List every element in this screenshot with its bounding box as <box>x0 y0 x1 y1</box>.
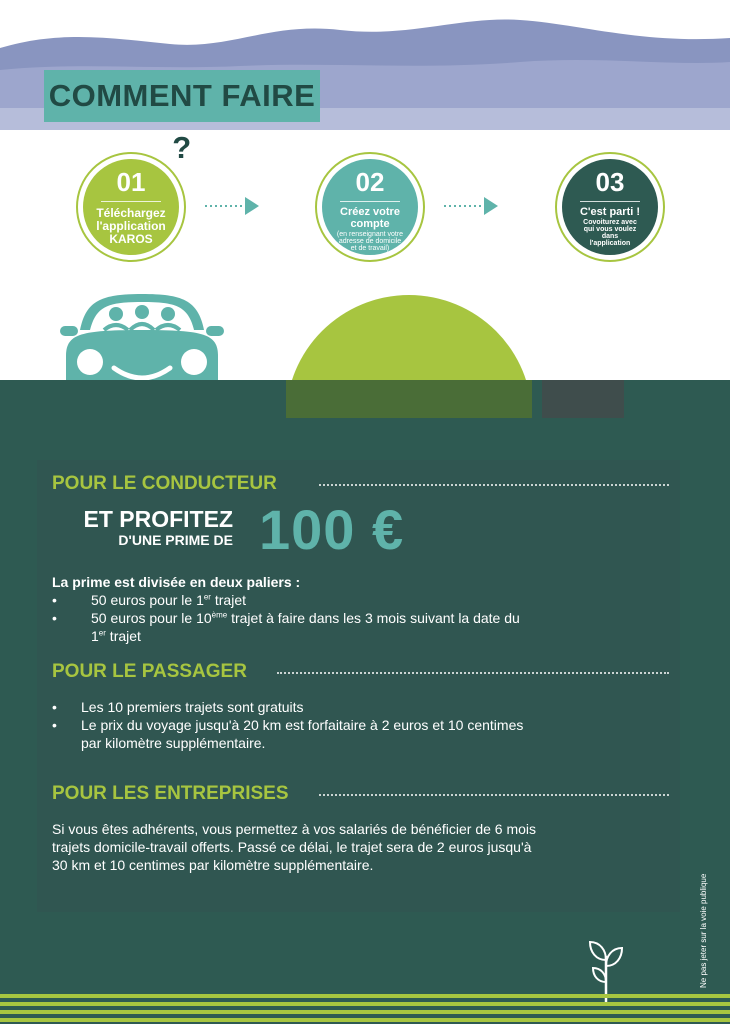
decorative-hills-overlap <box>286 380 626 420</box>
footer-stripes <box>0 994 730 1024</box>
entreprises-line-1: Si vous êtes adhérents, vous permettez à vos salariés de bénéficier de 6 mois <box>52 821 537 837</box>
bullet: • <box>52 592 57 608</box>
section-heading-conducteur: POUR LE CONDUCTEUR <box>52 473 277 494</box>
bullet: • <box>52 717 57 733</box>
bullet: • <box>52 699 57 715</box>
prime-bullet-2-cont-suffix: trajet <box>105 628 141 644</box>
step-1-line-3: KAROS <box>109 232 153 246</box>
entreprises-line-2: trajets domicile-travail offerts. Passé ce délai, le trajet sera de 2 euros jusqu'à <box>52 839 532 855</box>
step-2-number: 02 <box>355 167 385 197</box>
side-note <box>693 840 713 990</box>
step-2-line-2: compte <box>350 218 390 230</box>
step-3-note-3: dans <box>601 233 619 240</box>
prime-bullet-1-text: 50 euros pour le 1 <box>91 592 204 608</box>
step-1-disc <box>83 159 179 255</box>
bullet: • <box>52 610 57 626</box>
arrow-right-icon <box>203 194 263 218</box>
step-2-circle <box>315 152 425 262</box>
prime-line-2: D'UNE PRIME DE <box>118 532 233 548</box>
step-3-note-1: Covoiturez avec <box>583 219 637 226</box>
arrow-right-icon <box>442 194 502 218</box>
page-title-box <box>44 70 320 165</box>
step-2-disc <box>322 159 418 255</box>
entreprises-line-3: 30 km et 10 centimes par kilomètre supplémentaire. <box>52 857 374 873</box>
superscript: er <box>98 628 106 638</box>
passager-bullet-1: Les 10 premiers trajets sont gratuits <box>81 699 304 715</box>
prime-bullet-2 <box>91 609 671 627</box>
step-3-number: 03 <box>595 167 625 197</box>
car-illustration <box>52 290 232 380</box>
section-heading-entreprises: POUR LES ENTREPRISES <box>52 783 289 804</box>
prime-bullet-1 <box>91 591 246 609</box>
prime-line-1: ET PROFITEZ <box>83 506 233 532</box>
side-note-text: Ne pas jeter sur la voie publique <box>699 873 708 988</box>
prime-bullet-2-suffix: trajet à faire dans les 3 mois suivant la date du <box>227 610 520 626</box>
dotted-divider <box>319 484 669 486</box>
step-3-circle <box>555 152 665 262</box>
dotted-divider <box>277 672 669 674</box>
passager-bullet-2-continued: par kilomètre supplémentaire. <box>81 735 266 751</box>
step-2-note-1: (en renseignant votre <box>336 231 404 238</box>
step-3-note-2: qui vous voulez <box>583 226 637 233</box>
prime-amount: 100 € <box>259 498 405 561</box>
dotted-divider <box>319 794 669 796</box>
superscript: er <box>203 592 211 602</box>
step-1-line-2: l'application <box>96 219 166 233</box>
page-title: COMMENT FAIRE ? <box>48 78 316 165</box>
prime-bullet-2-continued <box>91 627 141 645</box>
step-1-line-1: Téléchargez <box>96 206 166 220</box>
prime-bullet-1-suffix: trajet <box>210 592 246 608</box>
step-2-note-3: et de travail) <box>350 245 390 252</box>
prime-bullet-2-cont-text: 1 <box>91 628 99 644</box>
benefits-panel <box>37 460 680 912</box>
step-2-line-1: Créez votre <box>340 206 400 218</box>
top-illustration-area <box>0 0 730 380</box>
superscript: ème <box>211 610 228 620</box>
prime-intro: La prime est divisée en deux paliers : <box>52 574 301 590</box>
step-2-divider <box>340 201 400 202</box>
step-1-circle <box>76 152 186 262</box>
step-3-note-4: l'application <box>589 240 631 247</box>
step-1-number: 01 <box>116 167 146 197</box>
decorative-hills <box>280 280 630 380</box>
step-1-divider <box>101 201 161 202</box>
passager-bullet-2: Le prix du voyage jusqu'à 20 km est forfaitaire à 2 euros et 10 centimes <box>81 717 524 733</box>
step-3-divider <box>580 201 640 202</box>
step-3-disc <box>562 159 658 255</box>
step-3-line-1: C'est parti ! <box>579 206 641 218</box>
section-heading-passager: POUR LE PASSAGER <box>52 661 247 682</box>
step-2-note-2: adresse de domicile <box>338 238 402 245</box>
prime-bullet-2-text: 50 euros pour le 10 <box>91 610 212 626</box>
